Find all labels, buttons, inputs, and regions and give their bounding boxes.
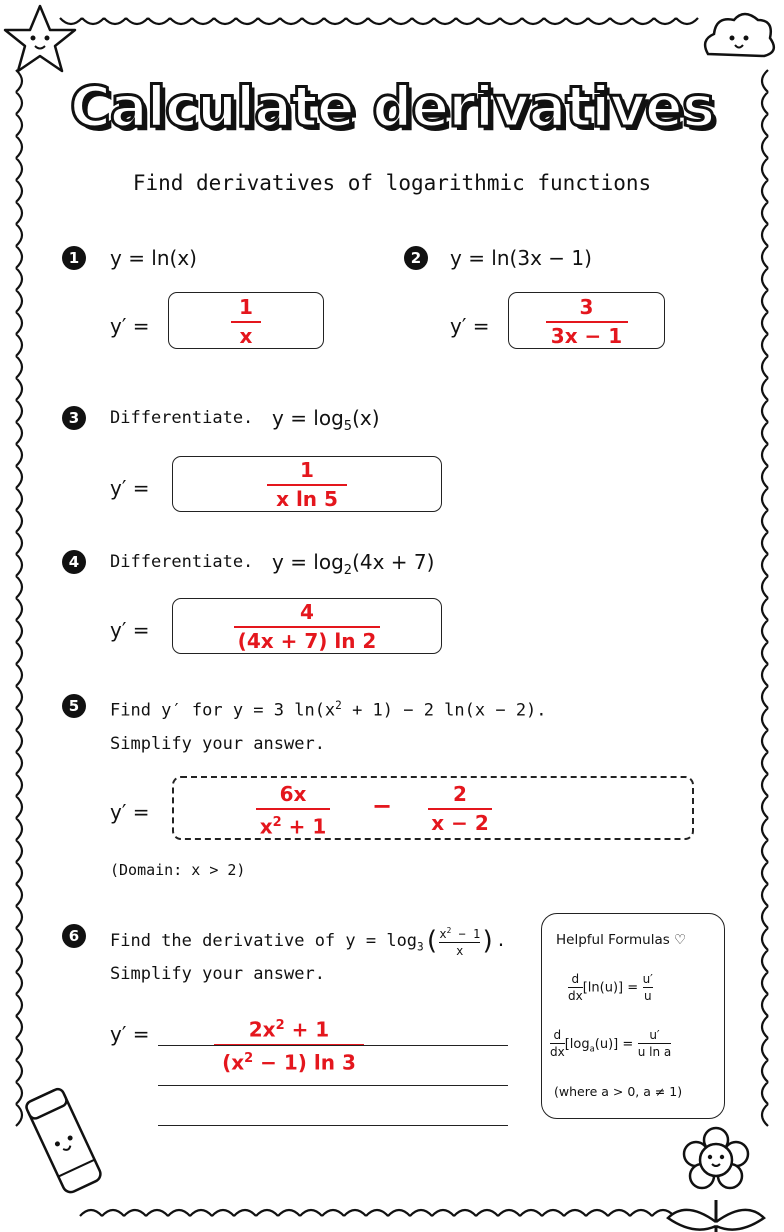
problem-4-answer-numerator: 4	[300, 600, 314, 624]
problem-4-yprime-label: y′ =	[110, 618, 150, 642]
answer-line-3[interactable]	[158, 1125, 508, 1126]
page-title: Calculate derivatives	[69, 75, 715, 140]
formula-log: $\frac{d}{dx}$ $[\log_a(u)]$ = $\frac{u'}{\text{u ln a}}$	[550, 1028, 672, 1059]
helpful-formulas-box	[541, 913, 725, 1119]
problem-6-answer-numerator: $2x^2 + 1$	[248, 1017, 330, 1042]
problem-4-instruction: Differentiate.	[110, 552, 254, 572]
problem-2-yprime-label: y′ =	[450, 314, 490, 338]
problem-5-minus-sign: −	[372, 792, 393, 820]
problem-3-answer-numerator: 1	[300, 458, 314, 482]
problem-6-answer-denominator: $(x^2 - 1)$ ln 3	[222, 1050, 356, 1075]
problem-5-term-1-numerator: 6x	[279, 782, 307, 806]
problem-2-number: 2	[404, 246, 428, 270]
problem-6-yprime-label: y′ =	[110, 1022, 150, 1046]
problem-1-yprime-label: y′ =	[110, 314, 150, 338]
answer-line-1[interactable]	[158, 1045, 508, 1046]
formula-ln: $\frac{d}{dx}$ [ln(u)] = $\frac{u'}{u}$	[568, 972, 653, 1003]
problem-3-function: $y = \log_5(x)$	[272, 406, 380, 434]
problem-4-answer-denominator: (4x + 7) ln 2	[237, 629, 377, 653]
problem-2-answer-box[interactable]	[508, 292, 665, 349]
cloud-mascot-icon	[705, 14, 774, 56]
problem-3-yprime-label: y′ =	[110, 476, 150, 500]
problem-4-function: $y = \log_2(4x + 7)$	[272, 550, 435, 578]
problem-6-number: 6	[62, 924, 86, 948]
answer-line-2[interactable]	[158, 1085, 508, 1086]
fraction-bar	[267, 484, 347, 486]
problem-1-answer-box[interactable]	[168, 292, 324, 349]
fraction-bar	[546, 321, 628, 323]
problem-1-answer-numerator: 1	[239, 295, 253, 319]
fraction-bar	[428, 808, 492, 810]
flower-mascot-icon	[668, 1128, 764, 1232]
problem-5-term-2-denominator: x − 2	[431, 811, 489, 835]
problem-1-answer-denominator: x	[239, 324, 253, 348]
problem-2-answer-denominator: 3x − 1	[550, 324, 623, 348]
helpful-formulas-title: Helpful Formulas ♡	[556, 932, 687, 948]
fraction-bar	[256, 808, 330, 810]
problem-5-term-1	[256, 782, 330, 839]
problem-5-term-2-numerator: 2	[453, 782, 467, 806]
problem-4-number: 4	[62, 550, 86, 574]
problem-3-answer-box[interactable]	[172, 456, 442, 512]
problem-6-simplify: Simplify your answer.	[110, 964, 325, 984]
fraction-bar	[231, 321, 261, 323]
problem-5-yprime-label: y′ =	[110, 800, 150, 824]
problem-4-answer-box[interactable]	[172, 598, 442, 654]
pencil-mascot-icon	[25, 1087, 104, 1195]
problem-3-number: 3	[62, 406, 86, 430]
formula-condition-note: (where a > 0, a ≠ 1)	[554, 1084, 683, 1099]
problem-1-answer	[231, 295, 261, 348]
problem-6-inner-fraction: $\frac{x^2 - 1}{x}$	[439, 926, 481, 958]
star-mascot-icon	[5, 6, 75, 71]
page-subtitle: Find derivatives of logarithmic functions	[132, 171, 652, 195]
problem-1-function: y = ln(x)	[110, 246, 197, 270]
problem-5-number: 5	[62, 694, 86, 718]
problem-5-term-1-denominator: $x^2 + 1$	[259, 814, 327, 839]
problem-1-number: 1	[62, 246, 86, 270]
problem-3-instruction: Differentiate.	[110, 408, 254, 428]
problem-2-answer	[546, 295, 628, 348]
problem-2-answer-numerator: 3	[579, 295, 594, 319]
problem-5-answer-box[interactable]	[172, 776, 694, 840]
problem-5-simplify: Simplify your answer.	[110, 734, 325, 754]
problem-3-answer	[267, 458, 347, 511]
problem-3-answer-denominator: x ln 5	[276, 487, 338, 511]
problem-5-domain: (Domain: x > 2)	[110, 861, 246, 879]
problem-5-prompt: Find y′ for y = 3 $\ln(x^2 + 1) - 2$ ln(x − 2).	[110, 699, 547, 721]
problem-5-term-2	[428, 782, 492, 835]
fraction-bar	[234, 626, 380, 628]
problem-2-function: y = ln(3x − 1)	[450, 246, 592, 270]
problem-6-prompt: Find the derivative of $y = \log_3$( $\frac{x^2 - 1}{x}$ ).	[110, 926, 507, 958]
problem-4-answer	[234, 600, 380, 653]
